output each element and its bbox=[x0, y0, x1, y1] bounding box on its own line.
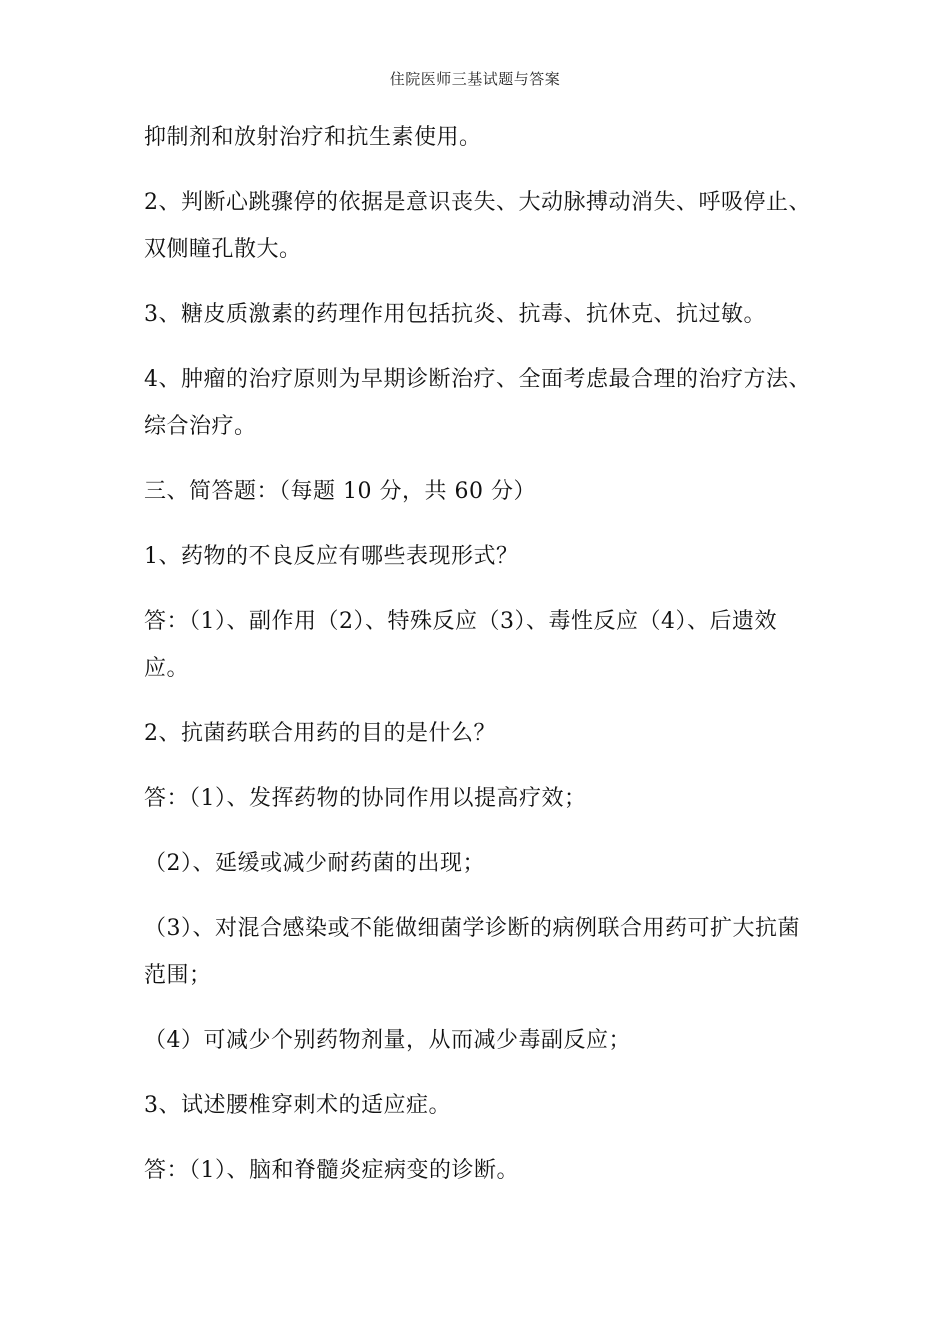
paragraph-item-4: 4、肿瘤的治疗原则为早期诊断治疗、全面考虑最合理的治疗方法、综合治疗。 bbox=[144, 367, 811, 439]
paragraph-continuation: 抑制剂和放射治疗和抗生素使用。 bbox=[144, 125, 482, 150]
answer-2-line-3: （3）、对混合感染或不能做细菌学诊断的病例联合用药可扩大抗菌范围； bbox=[144, 916, 800, 988]
document-body bbox=[144, 114, 812, 1212]
paragraph-item-3: 3、糖皮质激素的药理作用包括抗炎、抗毒、抗休克、抗过敏。 bbox=[144, 302, 766, 327]
answer-2-line-1: 答：（1）、发挥药物的协同作用以提高疗效； bbox=[144, 786, 587, 811]
question-2: 2、抗菌药联合用药的目的是什么？ bbox=[144, 721, 496, 746]
section-heading: 三、简答题：（每题 10 分，共 60 分） bbox=[144, 479, 536, 504]
answer-2-line-2: （2）、延缓或减少耐药菌的出现； bbox=[144, 851, 485, 876]
answer-1: 答：（1）、副作用（2）、特殊反应（3）、毒性反应（4）、后遗效应。 bbox=[144, 609, 777, 681]
answer-3-line-1: 答：（1）、脑和脊髓炎症病变的诊断。 bbox=[144, 1158, 519, 1183]
page-header: 住院医师三基试题与答案 bbox=[389, 70, 561, 88]
question-3: 3、试述腰椎穿刺术的适应症。 bbox=[144, 1093, 451, 1118]
paragraph-item-2: 2、判断心跳骤停的依据是意识丧失、大动脉搏动消失、呼吸停止、双侧瞳孔散大。 bbox=[144, 190, 811, 262]
answer-2-line-4: （4）可减少个别药物剂量，从而减少毒副反应； bbox=[144, 1028, 631, 1053]
question-1: 1、药物的不良反应有哪些表现形式？ bbox=[144, 544, 519, 569]
